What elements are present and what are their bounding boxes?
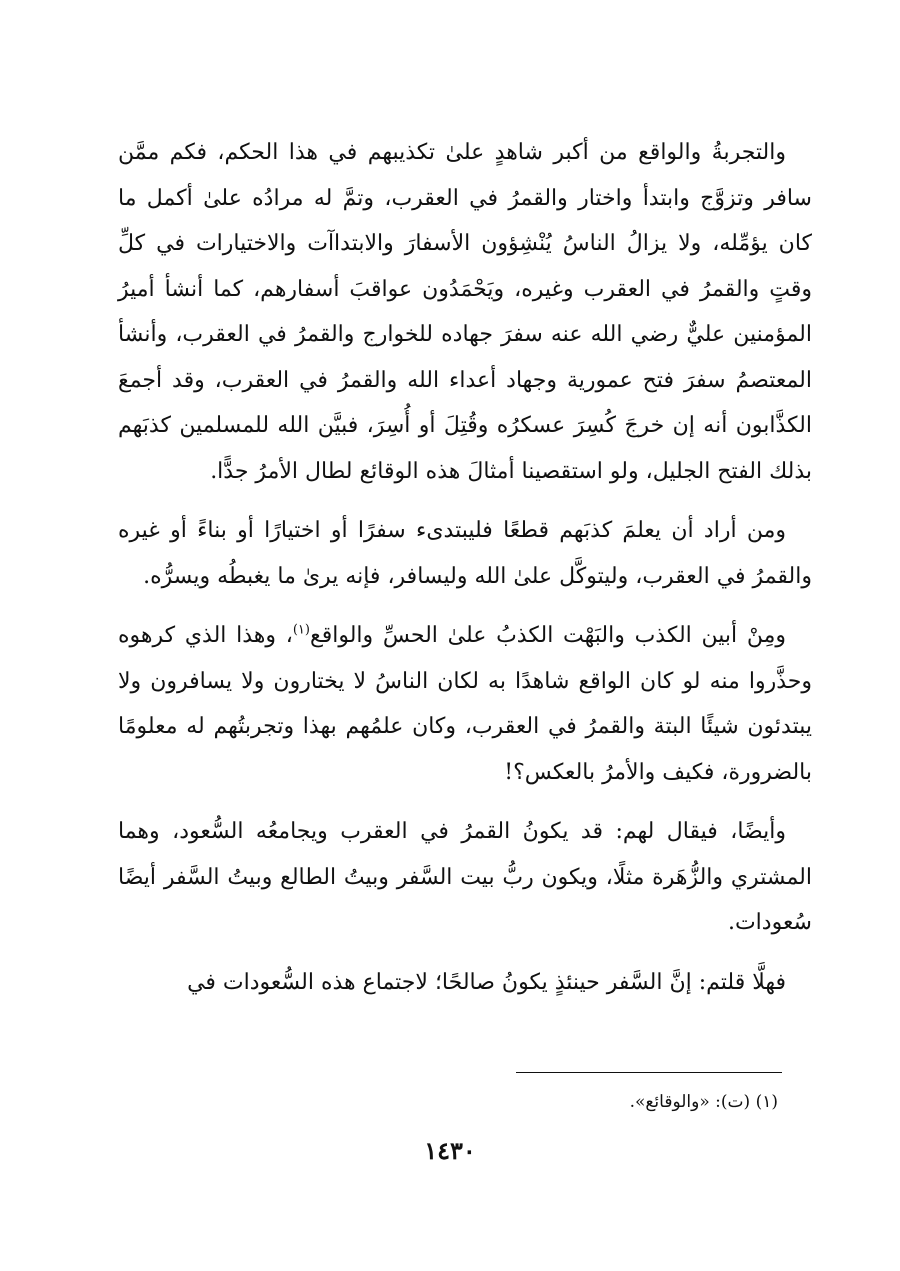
paragraph-3 — [118, 613, 812, 795]
paragraph-5: فهلَّا قلتم: إنَّ السَّفر حينئذٍ يكونُ صالحًا؛ لاجتماع هذه السُّعودات في — [187, 969, 786, 995]
footnote-text: (ت): «والوقائع». — [629, 1092, 751, 1112]
paragraph-1: والتجربةُ والواقع من أكبر شاهدٍ علىٰ تكذيبهم في هذا الحكم، فكم ممَّن سافر وتزوَّج وابتدأ واختار والقمرُ في العقرب، وتمَّ له مرادُه علىٰ أكمل ما كان يؤمِّله، ولا يزالُ الناسُ يُنْشِؤون الأسفارَ والابتداآت والاختيارات في كلِّ وقتٍ والقمرُ في العقرب وغيره، ويَحْمَدُون عواقبَ أسفارهم، كما أنشأ أميرُ المؤمنين عليٌّ رضي الله عنه سفرَ جهاده للخوارج والقمرُ في العقرب، وأنشأ المعتصمُ سفرَ فتح عمورية وجهاد أعداء الله والقمرُ في العقرب، وقد أجمعَ الكذَّابون أنه إن خرجَ كُسِرَ عسكرُه وقُتِلَ أو أُسِرَ، فبيَّن الله للمسلمين كذبَهم بذلك الفتح الجليل، ولو استقصينا أمثالَ هذه الوقائع لطال الأمرُ جدًّا. — [118, 140, 812, 484]
page-number: ١٤٣٠ — [424, 1136, 476, 1165]
paragraph-3-after-ref: ، وهذا الذي كرهوه وحذَّروا منه لو كان الواقع شاهدًا به لكان الناسُ لا يختارون ولا يسافرون ولا يبتدئون شيئًا البتة والقمرُ في العقرب، وكان علمُهم بهذا وتجربتُهم له معلومًا بالضرورة، فكيف والأمرُ بالعكس؟! — [118, 623, 812, 785]
main-text — [118, 130, 812, 1019]
paragraph-2: ومن أراد أن يعلمَ كذبَهم قطعًا فليبتدىء سفرًا أو اختيارًا أو بناءً أو غيره والقمرُ في العقرب، وليتوكَّل علىٰ الله وليسافر، فإنه يرىٰ ما يغبطُه ويسرُّه. — [118, 518, 812, 589]
paragraph-3-before-ref: ومِنْ أبين الكذب والبَهْت الكذبُ علىٰ الحسِّ والواقع — [309, 623, 787, 648]
footnote — [98, 1088, 778, 1116]
footnote-reference[interactable]: (١) — [292, 622, 310, 638]
paragraph-4: وأيضًا، فيقال لهم: قد يكونُ القمرُ في العقرب ويجامعُه السُّعود، وهما المشتري والزُّهَرة مثلًا، ويكون ربُّ بيت السَّفر وبيتُ الطالع وبيتُ السَّفر أيضًا سُعودات. — [118, 819, 812, 935]
footnote-separator — [516, 1072, 782, 1073]
footnote-number: (١) — [755, 1092, 778, 1112]
